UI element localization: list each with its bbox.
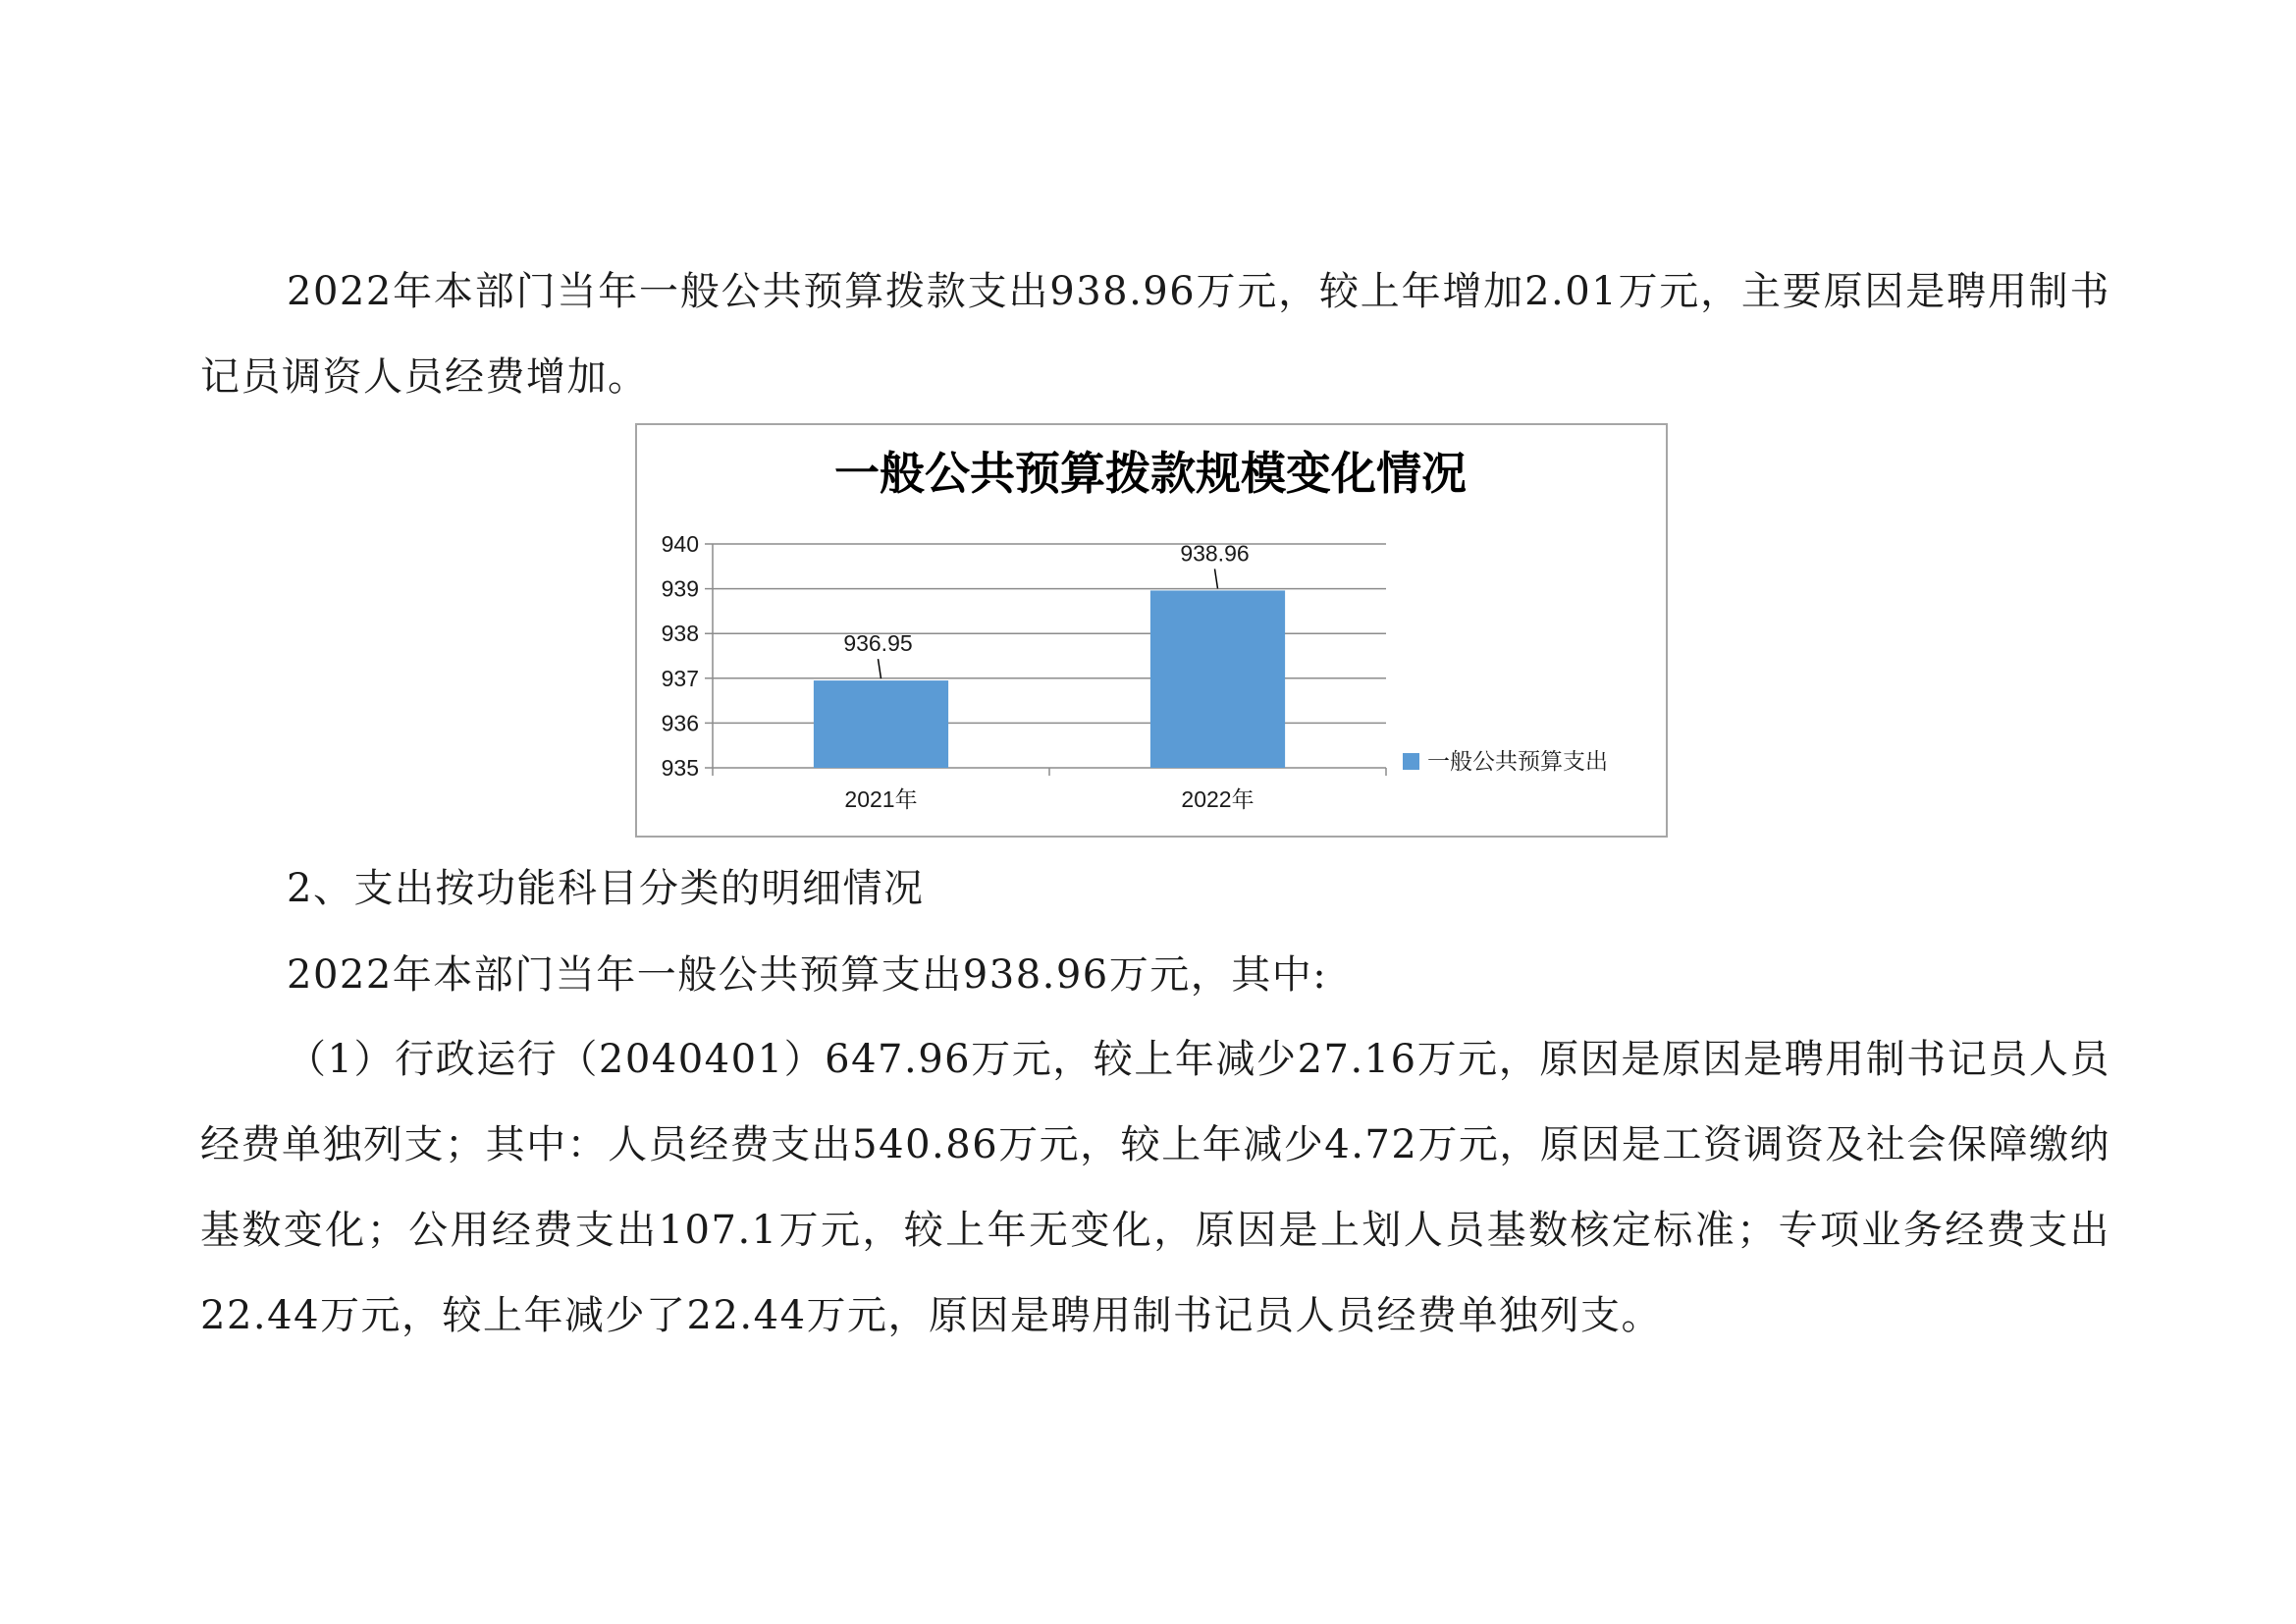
bar-2021年 [814,680,948,768]
y-tick-label: 936 [661,710,699,736]
y-tick-label: 935 [661,755,699,781]
paragraph-total-expenditure: 2022年本部门当年一般公共预算支出938.96万元，其中: [287,952,1328,998]
chart-title: 一般公共预算拨款规模变化情况 [834,447,1467,500]
data-label-leader [1215,568,1218,588]
x-category-label: 2021年 [844,786,918,812]
section-heading: 2、支出按功能科目分类的明细情况 [287,866,925,911]
legend-label: 一般公共预算支出 [1427,748,1608,774]
data-label: 936.95 [843,630,913,657]
budget-chart [635,423,1668,838]
legend-swatch [1403,753,1419,770]
x-category-label: 2022年 [1181,786,1255,812]
data-label-leader [879,659,881,678]
bar-2022年 [1150,590,1285,768]
y-tick-label: 938 [661,621,699,647]
data-label: 938.96 [1180,540,1250,567]
y-tick-label: 939 [661,575,699,602]
y-tick-label: 937 [661,665,699,691]
y-tick-label: 940 [661,531,699,557]
budget-chart-svg [637,425,1666,836]
paragraph-budget-summary: 2022年本部门当年一般公共预算拨款支出938.96万元，较上年增加2.01万元，主要原因是聘用制书记员调资人员经费增加。 [200,269,2110,400]
paragraph-expenditure-detail: （1）行政运行（2040401）647.96万元，较上年减少27.16万元，原因是原因是聘用制书记员人员经费单独列支；其中：人员经费支出540.86万元，较上年减少4.72万元，原因是工资调资及社会保障缴纳基数变化；公用经费支出107.1万元，较上年无变化，原因是上划人员基数核定标准；专项业务经费支出22.44万元，较上年减少了22.44万元，原因是聘用制书记员人员经费单独列支。 [200,1037,2110,1338]
